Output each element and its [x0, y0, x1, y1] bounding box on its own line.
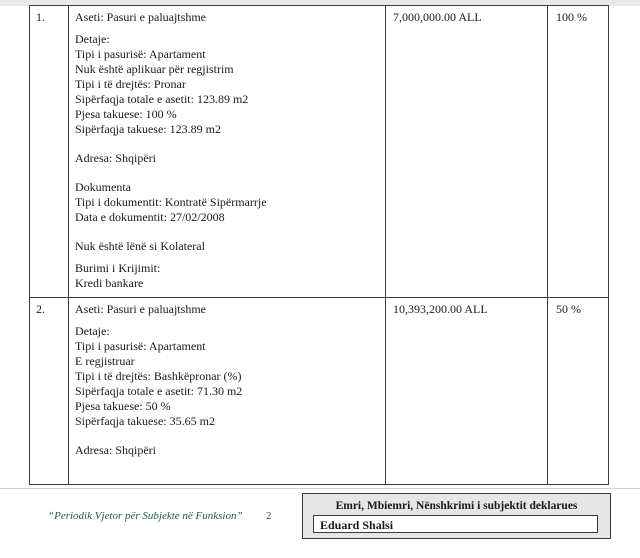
share-area: Sipërfaqja takuese: 123.89 m2	[75, 122, 221, 136]
property-type: Tipi i pasurisë: Apartament	[75, 339, 206, 353]
property-type: Tipi i pasurisë: Apartament	[75, 47, 206, 61]
documents-heading: Dokumenta	[75, 180, 131, 194]
publication-title: “Periodik Vjetor për Subjekte në Funksion”	[48, 510, 243, 522]
details-heading: Detaje:	[75, 324, 110, 338]
declarant-name: Eduard Shalsi	[313, 515, 598, 533]
footer-divider	[0, 488, 640, 489]
asset-percent: 50 %	[548, 298, 609, 485]
asset-percent: 100 %	[548, 6, 609, 298]
address: Adresa: Shqipëri	[75, 443, 156, 457]
collateral-status: Nuk është lënë si Kolateral	[75, 239, 205, 253]
share: Pjesa takuese: 50 %	[75, 399, 171, 413]
total-area: Sipërfaqja totale e asetit: 123.89 m2	[75, 92, 249, 106]
asset-type: Aseti: Pasuri e paluajtshme	[75, 302, 206, 316]
assets-table	[29, 5, 609, 485]
table-row	[30, 298, 609, 485]
source-value: Kredi bankare	[75, 276, 144, 290]
registration-status: E regjistruar	[75, 354, 135, 368]
share: Pjesa takuese: 100 %	[75, 107, 177, 121]
row-number: 1.	[30, 6, 69, 298]
signature-box	[302, 493, 611, 539]
total-area: Sipërfaqja totale e asetit: 71.30 m2	[75, 384, 243, 398]
row-number: 2.	[30, 298, 69, 485]
details-heading: Detaje:	[75, 32, 110, 46]
registration-status: Nuk është aplikuar për regjistrim	[75, 62, 234, 76]
asset-description	[69, 6, 386, 298]
asset-type: Aseti: Pasuri e paluajtshme	[75, 10, 206, 24]
share-area: Sipërfaqja takuese: 35.65 m2	[75, 414, 215, 428]
document-type: Tipi i dokumentit: Kontratë Sipërmarrje	[75, 195, 267, 209]
asset-value: 7,000,000.00 ALL	[386, 6, 548, 298]
table-row	[30, 6, 609, 298]
asset-description	[69, 298, 386, 485]
signature-label: Emri, Mbiemri, Nënshkrimi i subjektit deklarues	[335, 500, 578, 512]
page-number: 2	[266, 510, 272, 522]
source-heading: Burimi i Krijimit:	[75, 261, 161, 275]
right-type: Tipi i të drejtës: Bashkëpronar (%)	[75, 369, 242, 383]
address: Adresa: Shqipëri	[75, 151, 156, 165]
right-type: Tipi i të drejtës: Pronar	[75, 77, 186, 91]
document-date: Data e dokumentit: 27/02/2008	[75, 210, 225, 224]
asset-value: 10,393,200.00 ALL	[386, 298, 548, 485]
